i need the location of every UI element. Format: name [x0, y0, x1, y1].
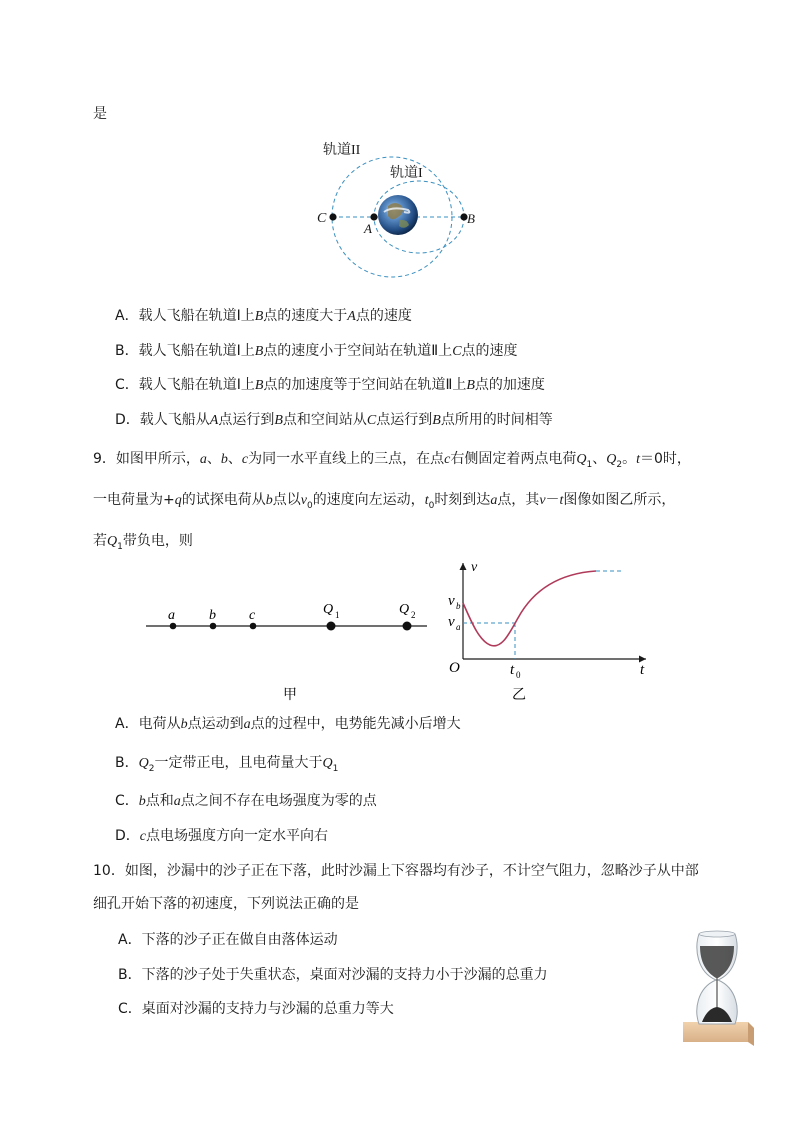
figure-caption-yi: 乙: [512, 688, 526, 703]
top-sand: [700, 946, 734, 978]
charge-q1-label: Q: [323, 602, 334, 617]
charge-q1-sub: 1: [335, 610, 340, 620]
v-axis-label: v: [471, 560, 478, 575]
q10-stem-line-2: 细孔开始下落的初速度，下列说法正确的是: [93, 896, 359, 912]
earth-icon: [378, 195, 418, 235]
q10-option-a[interactable]: A．下落的沙子正在做自由落体运动: [118, 932, 338, 948]
point-b-dot: [210, 623, 217, 630]
q10-option-b[interactable]: B．下落的沙子处于失重状态，桌面对沙漏的支持力小于沙漏的总重力: [118, 967, 548, 983]
t0-sub: 0: [516, 670, 521, 680]
q8-option-d[interactable]: D．载人飞船从A点运行到B点和空间站从C点运行到B点所用的时间相等: [115, 412, 553, 428]
origin-label: O: [449, 660, 460, 676]
glass-top-rim: [699, 931, 735, 937]
point-b-label: b: [209, 608, 216, 623]
orbit-diagram: [300, 135, 500, 285]
v-axis-arrow: [460, 563, 467, 570]
wood-base-front: [683, 1022, 748, 1042]
wood-base-side: [748, 1022, 754, 1046]
vb-label: v: [448, 593, 455, 609]
line-charges-diagram: [140, 590, 430, 710]
charge-q2-label: Q: [399, 602, 410, 617]
t0-label: t: [510, 662, 515, 678]
charge-q2-dot: [403, 622, 412, 631]
q9-option-a[interactable]: A．电荷从b点运动到a点的过程中，电势能先减小后增大: [115, 716, 461, 732]
question-fragment: 是: [93, 106, 107, 122]
point-a-label: A: [364, 221, 372, 236]
point-c-dot: [329, 213, 336, 220]
q8-option-a[interactable]: A．载人飞船在轨道Ⅰ上B点的速度大于A点的速度: [115, 308, 412, 324]
charge-q2-sub: 2: [411, 610, 416, 620]
q9-stem-line-2: 一电荷量为+q的试探电荷从b点以$v_0$的速度向左运动，$t_0$时刻到达a点，其v－t图像如图乙所示，: [93, 492, 676, 511]
q10-option-c[interactable]: C．桌面对沙漏的支持力与沙漏的总重力等大: [118, 1001, 394, 1017]
q8-option-c[interactable]: C．载人飞船在轨道Ⅰ上B点的加速度等于空间站在轨道Ⅱ上B点的加速度: [115, 377, 545, 393]
q8-option-b[interactable]: B．载人飞船在轨道Ⅰ上B点的速度小于空间站在轨道Ⅱ上C点的速度: [115, 343, 518, 359]
orbit-1-label: 轨道I: [390, 166, 423, 181]
point-c-dot: [250, 623, 257, 630]
orbit-2-label: 轨道II: [323, 143, 361, 158]
t-axis-label: t: [640, 662, 645, 678]
q10-stem-line-1: 10．如图，沙漏中的沙子正在下落，此时沙漏上下容器均有沙子，不计空气阻力，忽略沙子从中部: [93, 863, 699, 879]
q9-stem-line-1: 9．如图甲所示，a、b、c为同一水平直线上的三点，在点c右侧固定着两点电荷$Q_1$、$Q_2$。t＝0时，: [93, 451, 691, 470]
v-t-graph: [440, 555, 655, 705]
q9-option-d[interactable]: D．c点电场强度方向一定水平向右: [115, 828, 328, 844]
vb-sub: b: [456, 601, 461, 611]
charge-q1-dot: [327, 622, 336, 631]
q9-option-c[interactable]: C．b点和a点之间不存在电场强度为零的点: [115, 793, 377, 809]
v-t-curve: [463, 571, 596, 646]
point-c-label: c: [249, 608, 256, 623]
hourglass-icon: [676, 928, 760, 1050]
figure-caption-jia: 甲: [283, 688, 297, 703]
q9-stem-line-3: 若$Q_1$带负电，则: [93, 533, 193, 552]
point-a-dot: [170, 623, 177, 630]
va-label: v: [448, 614, 455, 630]
point-c-label: C: [317, 211, 327, 226]
point-a-label: a: [168, 608, 175, 623]
q9-option-b[interactable]: B．$Q_2$一定带正电，且电荷量大于$Q_1$: [115, 755, 339, 774]
point-b-label: B: [467, 211, 475, 226]
va-sub: a: [456, 622, 461, 632]
point-a-dot: [370, 213, 377, 220]
